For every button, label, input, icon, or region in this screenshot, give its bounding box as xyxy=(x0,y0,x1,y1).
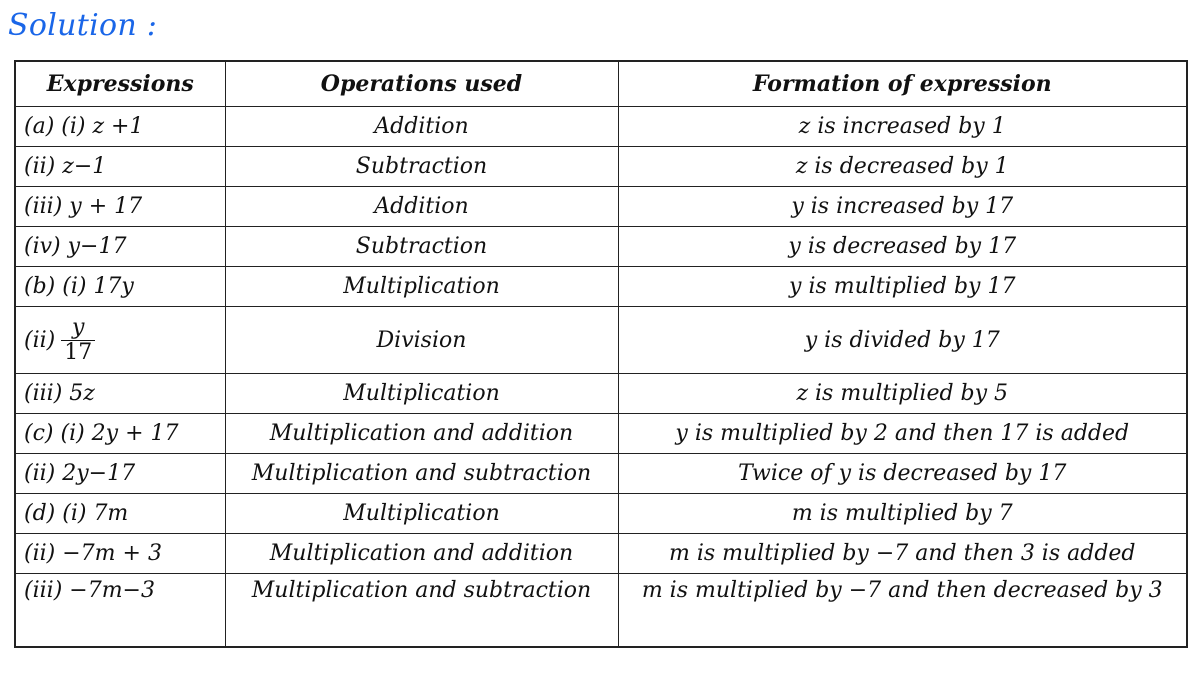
formation-cell: y is divided by 17 xyxy=(618,307,1187,374)
table-row xyxy=(15,494,1187,534)
table-row xyxy=(15,574,1187,648)
expression-cell: (ii) 2y−17 xyxy=(15,454,225,494)
table-row xyxy=(15,374,1187,414)
table-row xyxy=(15,534,1187,574)
solution-table xyxy=(14,60,1188,648)
formation-cell: y is multiplied by 2 and then 17 is added xyxy=(618,414,1187,454)
table-row xyxy=(15,454,1187,494)
table-row xyxy=(15,414,1187,454)
expression-cell: (iii) 5z xyxy=(15,374,225,414)
formation-cell: z is increased by 1 xyxy=(618,107,1187,147)
expression-cell: (iii) y + 17 xyxy=(15,187,225,227)
formation-cell: y is increased by 17 xyxy=(618,187,1187,227)
header-formation: Formation of expression xyxy=(618,61,1187,107)
expression-cell: (ii) z−1 xyxy=(15,147,225,187)
table-row xyxy=(15,267,1187,307)
formation-cell: m is multiplied by −7 and then decreased by 3 xyxy=(618,574,1187,648)
operation-cell: Division xyxy=(225,307,618,374)
operation-cell: Multiplication and subtraction xyxy=(225,454,618,494)
table-row xyxy=(15,147,1187,187)
table-header-row xyxy=(15,61,1187,107)
table-row xyxy=(15,187,1187,227)
operation-cell: Multiplication and addition xyxy=(225,534,618,574)
expression-cell: (b) (i) 17y xyxy=(15,267,225,307)
operation-cell: Subtraction xyxy=(225,227,618,267)
fraction-numerator: y xyxy=(61,316,95,340)
expression-cell: (ii) −7m + 3 xyxy=(15,534,225,574)
operation-cell: Addition xyxy=(225,107,618,147)
table-row xyxy=(15,307,1187,374)
formation-cell: m is multiplied by −7 and then 3 is added xyxy=(618,534,1187,574)
formation-cell: z is multiplied by 5 xyxy=(618,374,1187,414)
fraction-denominator: 17 xyxy=(64,339,93,365)
operation-cell: Multiplication xyxy=(225,494,618,534)
table-row xyxy=(15,107,1187,147)
expression-cell: (iv) y−17 xyxy=(15,227,225,267)
formation-cell: m is multiplied by 7 xyxy=(618,494,1187,534)
header-expressions: Expressions xyxy=(15,61,225,107)
table-row xyxy=(15,227,1187,267)
operation-cell: Multiplication xyxy=(225,374,618,414)
operation-cell: Subtraction xyxy=(225,147,618,187)
header-operations: Operations used xyxy=(225,61,618,107)
expression-cell: (iii) −7m−3 xyxy=(15,574,225,648)
expression-cell: (a) (i) z +1 xyxy=(15,107,225,147)
fraction xyxy=(61,316,95,363)
expression-cell xyxy=(15,307,225,374)
operation-cell: Multiplication and subtraction xyxy=(225,574,618,648)
formation-cell: y is decreased by 17 xyxy=(618,227,1187,267)
expression-prefix: (ii) xyxy=(24,327,56,353)
operation-cell: Multiplication and addition xyxy=(225,414,618,454)
formation-cell: Twice of y is decreased by 17 xyxy=(618,454,1187,494)
operation-cell: Addition xyxy=(225,187,618,227)
solution-title: Solution : xyxy=(8,8,158,43)
expression-cell: (c) (i) 2y + 17 xyxy=(15,414,225,454)
operation-cell: Multiplication xyxy=(225,267,618,307)
formation-cell: z is decreased by 1 xyxy=(618,147,1187,187)
formation-cell: y is multiplied by 17 xyxy=(618,267,1187,307)
expression-cell: (d) (i) 7m xyxy=(15,494,225,534)
